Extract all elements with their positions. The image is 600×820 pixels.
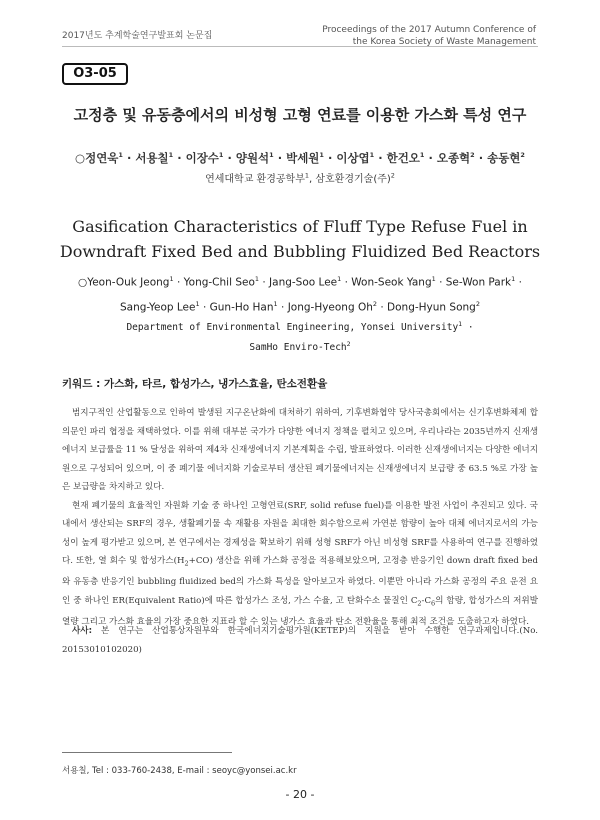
affiliation-en-line2-row: [50, 336, 550, 356]
author-separator: ·: [122, 151, 136, 165]
author-separator: ·: [435, 276, 446, 289]
author-separator: ·: [377, 301, 388, 313]
author-affiliation-mark: 1: [254, 275, 260, 283]
running-header-right-line1: Proceedings of the 2017 Autumn Conference of: [322, 25, 536, 35]
author-separator: ·: [173, 276, 184, 289]
affiliation-en-line1: Department of Environmental Engineering, Yonsei University: [126, 322, 459, 334]
author-affiliation-mark: 1: [273, 299, 278, 308]
author-name: 정연욱: [85, 151, 119, 165]
english-title: [40, 214, 560, 264]
author-affiliation-mark: 1: [218, 151, 224, 160]
author-affiliation-mark: 1: [168, 151, 174, 160]
keywords-text: 가스화, 타르, 합성가스, 냉가스효율, 탄소전환율: [103, 378, 328, 390]
author-name: 양원석: [235, 151, 270, 165]
affiliation-en-separator: ·: [462, 322, 474, 334]
corresponding-author-footnote: 서용칠, Tel : 033-760-2438, E-mail : seoyc@yonsei.ac.kr: [62, 766, 297, 776]
english-title-line1: Gasification Characteristics of Fluff Type Refuse Fuel in: [72, 217, 528, 236]
author-name: 박세원: [286, 151, 320, 165]
abstract-body: [62, 404, 538, 631]
author-name: 오종혁: [436, 151, 471, 165]
author-separator: ·: [374, 151, 387, 165]
acknowledgement: [62, 622, 538, 660]
author-affiliation-mark: 1: [169, 275, 174, 283]
author-name: Jang-Soo Lee: [269, 276, 338, 289]
affiliation-ko-sup1: 1: [304, 171, 309, 180]
english-affiliation: [50, 316, 550, 356]
paragraph2-part-a: 현재 폐기물의 효율적인 자원화 기술 중 하나인 고형연료(SRF, solid refuse fuel)를 이용한 발전 사업이 추진되고 있다. 국내에서 생산되는 SRF의 경우, 생활폐기물 속 재활용 자원을 최대한 회수함으로써 가연분 함량이 높아 대체 에너지로서의 가능성이 높게 평가받고 있으며, 본 연구에서는 경제성을 확보하기 위해 성형 SRF가 아닌 비성형 SRF를 사용하여 연구를 진행하였다. 또한, 열 회수 및 합성가스(H: [62, 500, 538, 566]
korean-title: 고정층 및 유동층에서의 비성형 고형 연료를 이용한 가스화 특성 연구: [73, 106, 527, 124]
author-affiliation-mark: 1: [431, 275, 436, 283]
keywords-label: 키워드 :: [62, 378, 104, 390]
running-header-right: [322, 24, 536, 48]
author-separator: ·: [173, 151, 186, 165]
author-separator: ·: [474, 151, 488, 165]
author-affiliation-mark: 2: [470, 151, 475, 160]
author-affiliation-mark: 2: [372, 299, 378, 308]
author-affiliation-mark: 1: [195, 299, 200, 308]
running-header-left: 2017년도 추계학술연구발표회 논문집: [62, 31, 213, 41]
author-affiliation-mark: 1: [269, 151, 274, 160]
abstract-paragraph-2: [62, 497, 538, 632]
english-title-line2: Downdraft Fixed Bed and Bubbling Fluidized Bed Reactors: [59, 242, 541, 261]
author-affiliation-mark: 1: [118, 151, 123, 160]
english-author-list: [50, 269, 550, 318]
author-name: Won-Seok Yang: [351, 276, 432, 289]
acknowledgement-text: 본 연구는 산업통상자원부와 한국에너지기술평가원(KETEP)의 지원을 받아 수행한 연구과제입니다.(No. 20153010102020): [62, 626, 538, 655]
author-name: Gun-Ho Han: [209, 301, 274, 313]
author-name: 이장수: [185, 151, 219, 165]
affiliation-ko-part1: 연세대학교 환경공학부: [205, 174, 305, 185]
author-separator: ·: [424, 151, 437, 165]
author-separator: ·: [199, 301, 210, 313]
author-separator: ·: [341, 276, 352, 289]
paragraph2-sub-1: 2: [184, 559, 189, 568]
author-affiliation-mark: 1: [369, 151, 375, 160]
affiliation-en-sup1: 1: [458, 320, 463, 328]
author-separator: ·: [223, 151, 236, 165]
author-name: Dong-Hyun Song: [387, 301, 476, 313]
page-number: - 20 -: [285, 788, 315, 801]
korean-author-list: [40, 150, 560, 166]
author-name: Sang-Yeop Lee: [120, 301, 196, 313]
author-separator: ·: [277, 301, 288, 313]
acknowledgement-label: 사사:: [72, 626, 93, 636]
korean-affiliation: [40, 170, 560, 185]
author-separator: ·: [323, 151, 337, 165]
author-name: 서용칠: [135, 151, 169, 165]
author-affiliation-mark: 1: [319, 151, 324, 160]
running-header-right-line2: the Korea Society of Waste Management: [352, 37, 536, 47]
author-name: 한건오: [386, 151, 420, 165]
author-name: Yong-Chil Seo: [183, 276, 255, 289]
paragraph2-sub-3: 6: [431, 599, 436, 608]
author-affiliation-mark: 2: [475, 299, 480, 308]
author-name: Jong-Hyeong Oh: [287, 301, 373, 313]
paragraph2-sub-2: 2: [417, 599, 422, 608]
author-separator: ·: [259, 276, 270, 289]
affiliation-en-sup2: 2: [346, 340, 351, 349]
author-affiliation-mark: 1: [337, 275, 342, 283]
footnote-divider: [62, 752, 232, 753]
presenter-mark: ○: [78, 276, 88, 289]
author-separator: ·: [515, 276, 522, 289]
affiliation-en-line2: SamHo Enviro-Tech: [249, 342, 347, 354]
affiliation-ko-part2: , 삼호환경기술(주): [309, 174, 391, 185]
abstract-paragraph-1: 범지구적인 산업활동으로 인하여 발생된 지구온난화에 대처하기 위하여, 기후변화협약 당사국총회에서는 신기후변화체제 합의문인 파리 협정을 채택하였다. 이를 위해 대부분 국가가 다양한 에너지 정책을 펼치고 있으며, 우리나라는 2035년까지 신재생에너지 보급률을 11 % 달성을 위하여 제4차 신재생에너지 기본계획을 수립, 발표하였다. 이러한 신재생에너지는 다양한 에너지원으로 구성되어 있으며, 이 중 폐기물 에너지화 기술로부터 생산된 폐기물에너지는 신재생에너지 보급량 중 63.5 %로 가장 높은 보급량을 차지하고 있다.: [62, 408, 538, 492]
keywords-line: [62, 376, 538, 391]
author-affiliation-mark: 1: [511, 275, 516, 283]
author-affiliation-mark: 2: [520, 151, 525, 160]
paragraph2-part-d: 의 함량, 합성가스의 저위발열량 그리고 가스화 효율의 가장 중요한 지표라 할 수 있는 냉가스 효율과 탄소 전환율을 통해 최적 조건을 도출하고자 하였다.: [62, 595, 538, 627]
author-name: Se-Won Park: [445, 276, 512, 289]
presenter-mark: ○: [75, 151, 86, 165]
author-name: 이상엽: [336, 151, 370, 165]
affiliation-ko-sup2: 2: [390, 171, 395, 180]
author-affiliation-mark: 1: [419, 151, 425, 160]
author-name: 송동현: [487, 151, 521, 165]
author-name: Yeon-Ouk Jeong: [87, 276, 170, 289]
author-separator: ·: [273, 151, 287, 165]
paragraph2-part-b: +CO) 생산을 위해 가스화 공정을 적용해보았으며, 고정층 반응기인 down draft fixed bed와 유동층 반응기인 bubbling fluidized bed의 가스화 특성을 알아보고자 하였다. 이뿐만 아니라 가스화 공정의 주요 운전 요인 중 하나인 ER(Equivalent Ratio)에 따른 합성가스 조성, 가스 수율, 고 탄화수소 물질인 C: [62, 556, 538, 606]
paper-code-badge: O3-05: [62, 63, 128, 85]
affiliation-en-line1-row: [50, 316, 550, 336]
paragraph2-part-c: -C: [421, 595, 432, 606]
header-divider: [62, 46, 538, 47]
